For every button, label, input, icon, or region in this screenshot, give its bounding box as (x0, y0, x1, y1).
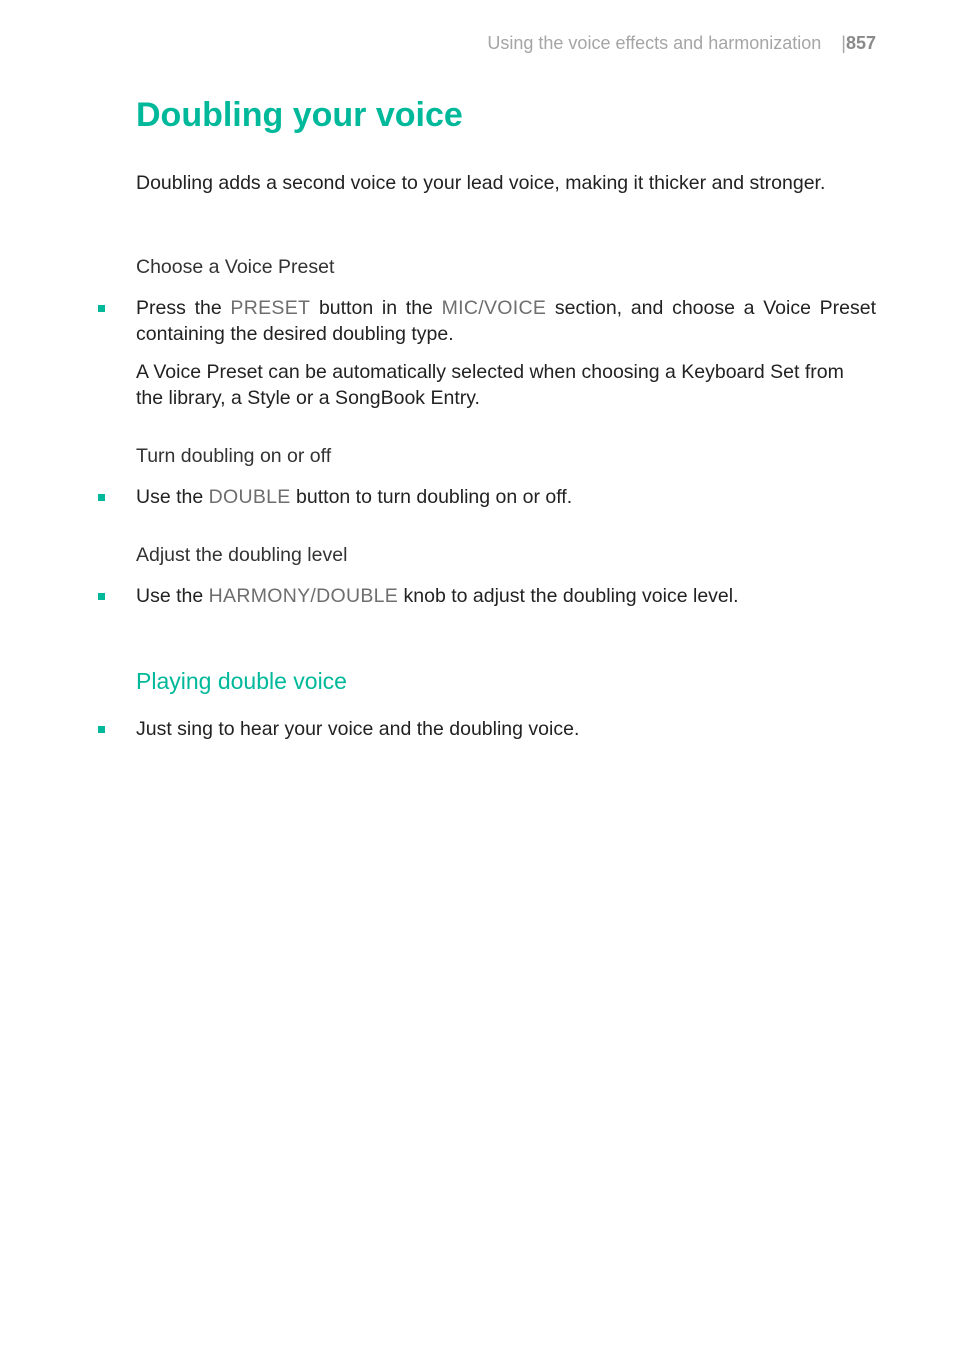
step-heading-adjust-level: Adjust the doubling level (136, 544, 348, 566)
keyword-double: DOUBLE (208, 486, 291, 508)
bullet-square-icon (98, 494, 105, 501)
step-heading-turn-doubling: Turn doubling on or off (136, 445, 332, 467)
step-note-choose-preset: A Voice Preset can be automatically selected when choosing a Keyboard Set from the library, a Style or a SongBook Entry. (136, 361, 844, 409)
running-header (487, 33, 876, 54)
page-title: Doubling your voice (136, 96, 463, 134)
intro-paragraph: Doubling adds a second voice to your lead voice, making it thicker and stronger. (136, 172, 826, 194)
step-instruction-adjust-level: Use the HARMONY/DOUBLE knob to adjust the doubling voice level. (136, 585, 739, 607)
keyword-mic-voice: MIC/VOICE (441, 297, 547, 319)
header-section-title: Using the voice effects and harmonization (487, 33, 822, 53)
keyword-preset: PRESET (230, 297, 311, 319)
page-number: 857 (845, 33, 876, 53)
section-heading-playing-double-voice: Playing double voice (136, 668, 347, 694)
bullet-square-icon (98, 726, 105, 733)
step-instruction-turn-doubling: Use the DOUBLE button to turn doubling on or off. (136, 486, 573, 508)
step-instruction-choose-preset: Press the PRESET button in the MIC/VOICE section, and choose a Voice Preset containing the desired doubling type. (136, 297, 877, 345)
keyword-harmony-double: HARMONY/DOUBLE (208, 585, 399, 607)
step-heading-choose-preset: Choose a Voice Preset (136, 256, 335, 278)
bullet-square-icon (98, 593, 105, 600)
header-separator: | (841, 33, 846, 53)
section-bullet-just-sing: Just sing to hear your voice and the doubling voice. (136, 718, 580, 740)
bullet-square-icon (98, 305, 105, 312)
